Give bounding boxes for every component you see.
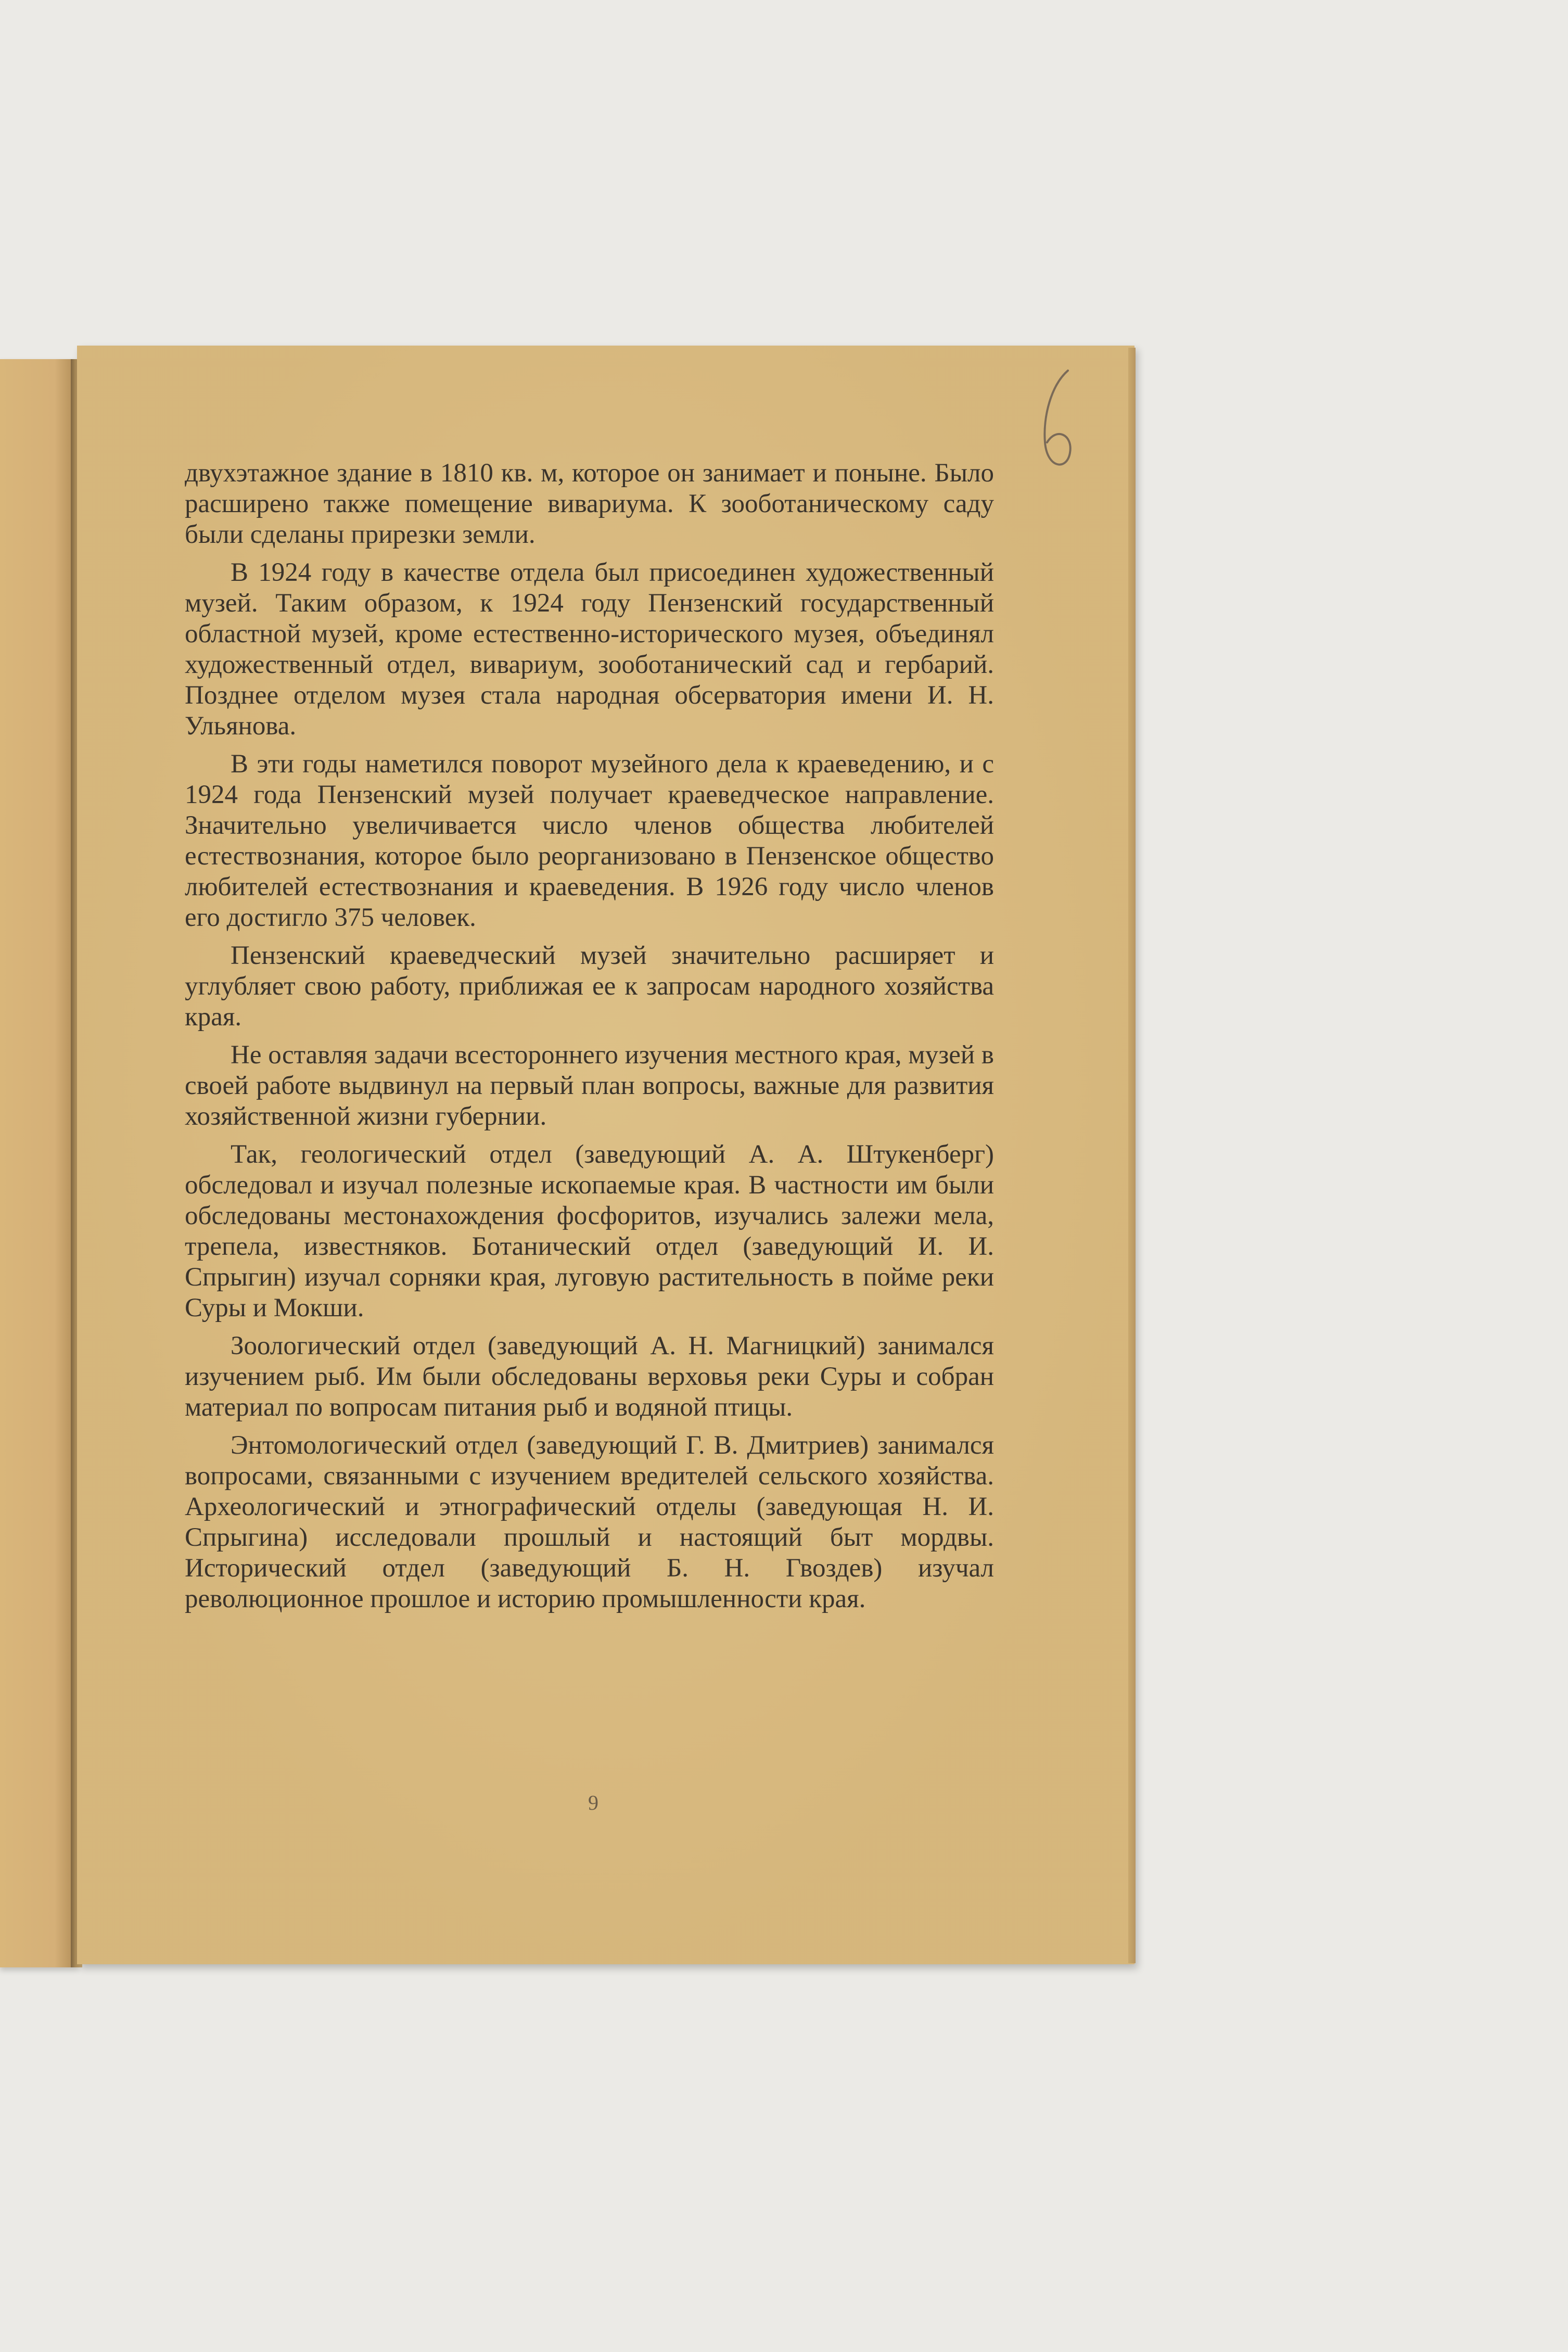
- page-body: [185, 458, 994, 1622]
- paragraph: Так, геологический отдел (заведующий А. А. Штукенберг) обследовал и изучал полезные ископаемые края. В частности им были обследованы местонахождения фосфоритов, изучались залежи мела, трепела, известняков. Ботанический отдел (заведующий И. И. Спрыгин) изучал сорняки края, луговую растительность в пойме реки Суры и Мокши.: [185, 1140, 994, 1323]
- paragraph: Не оставляя задачи всестороннего изучения местного края, музей в своей работе выдвинул на первый план вопросы, важные для развития хозяйственной жизни губернии.: [185, 1040, 994, 1131]
- left-page-edge: [0, 359, 78, 1967]
- paragraph: Энтомологический отдел (заведующий Г. В. Дмитриев) занимался вопросами, связанными с изучением вредителей сельского хозяйства. Археологический и этнографический отделы (заведующая Н. И. Спрыгина) исследовали прошлый и настоящий быт мордвы. Исторический отдел (заведующий Б. Н. Гвоздев) изучал революционное прошлое и историю промышленности края.: [185, 1431, 994, 1613]
- paragraph: двухэтажное здание в 1810 кв. м, которое он занимает и поныне. Было расширено также помещение вивариума. К зооботаническому саду были сделаны прирезки земли.: [185, 459, 994, 549]
- page-edge: [1128, 348, 1136, 1963]
- page-number: 9: [588, 1791, 598, 1814]
- paragraph: Зоологический отдел (заведующий А. Н. Магницкий) занимался изучением рыб. Им были обследованы верховья реки Суры и собран материал по вопросам питания рыб и водяной птицы.: [185, 1331, 994, 1422]
- paragraph: Пензенский краеведческий музей значительно расширяет и углубляет свою работу, приближая ее к запросам народного хозяйства края.: [185, 941, 994, 1032]
- handwritten-page-number: [1036, 364, 1082, 479]
- paragraph: В эти годы наметился поворот музейного дела к краеведению, и с 1924 года Пензенский музей получает краеведческое направление. Значительно увеличивается число членов общества любителей естествознания, которое было реорганизовано в Пензенское общество любителей естествознания и краеведения. В 1926 году число членов его достигло 375 человек.: [185, 749, 994, 932]
- paragraph: В 1924 году в качестве отдела был присоединен художественный музей. Таким образом, к 1924 году Пензенский государственный областной музей, кроме естественно-исторического музея, объединял художественный отдел, вивариум, зооботанический сад и гербарий. Позднее отделом музея стала народная обсерватория имени И. Н. Ульянова.: [185, 558, 994, 741]
